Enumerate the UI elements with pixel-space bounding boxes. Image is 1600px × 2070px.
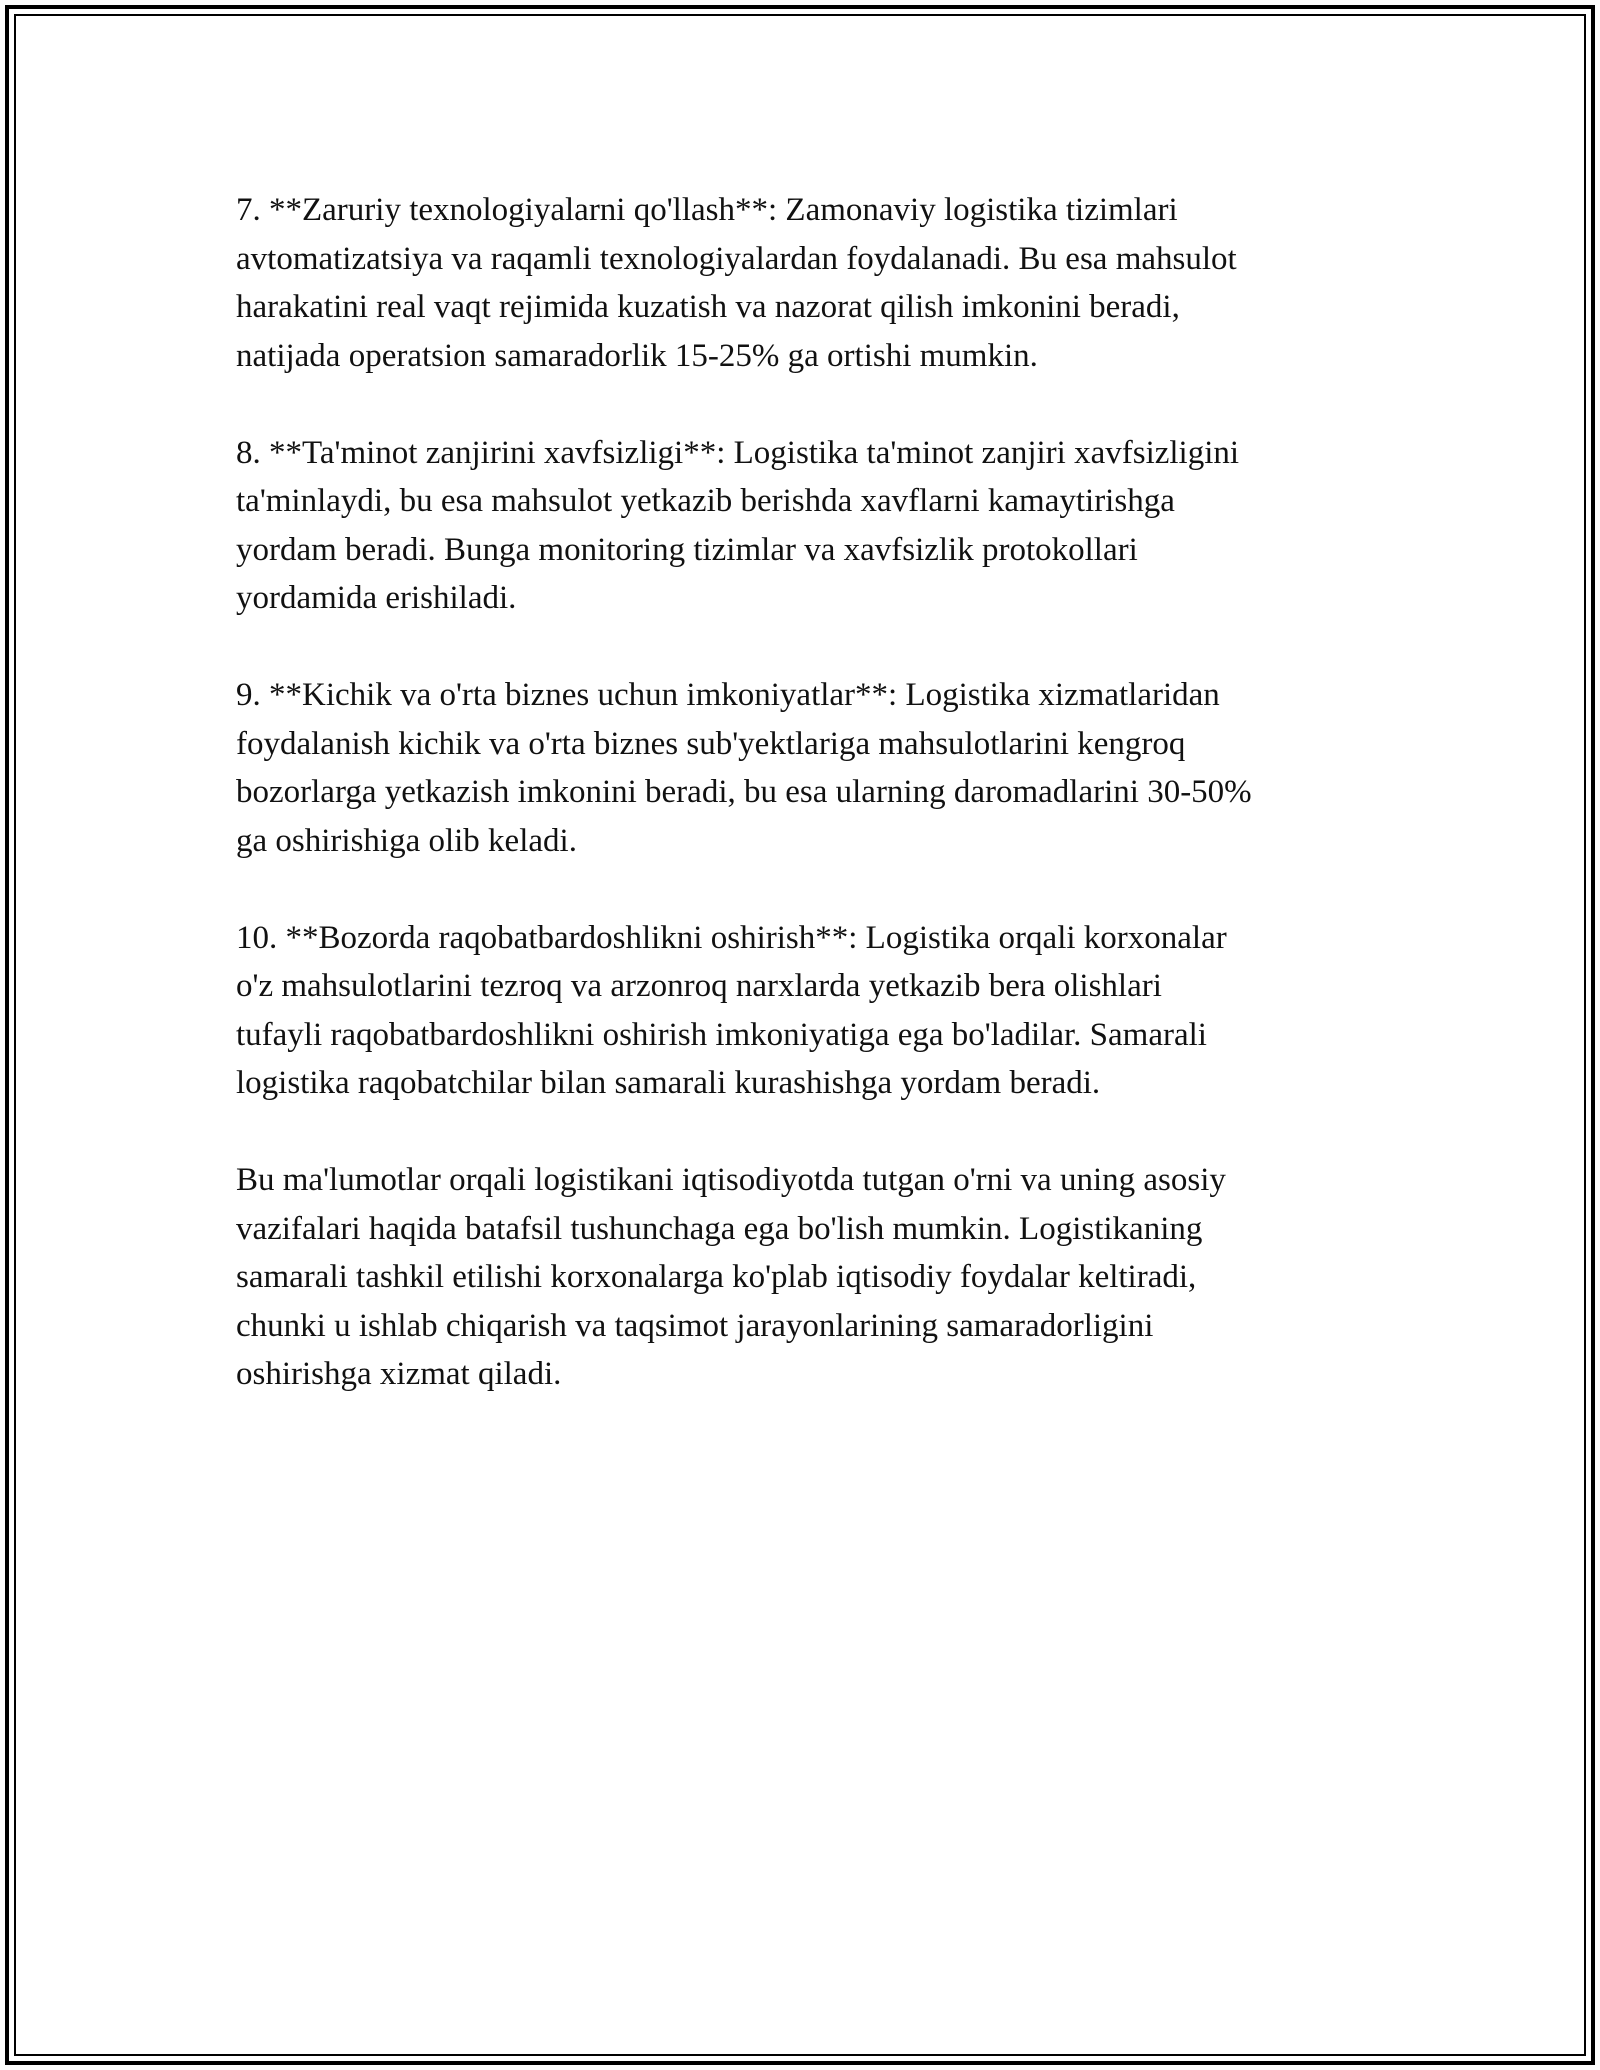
text-line: ga oshirishiga olib keladi. <box>236 822 577 859</box>
paragraph-item-7 <box>236 186 1416 380</box>
text-line: natijada operatsion samaradorlik 15-25% ga ortishi mumkin. <box>236 337 1038 374</box>
text-line: oshirishga xizmat qiladi. <box>236 1356 562 1392</box>
text-line: chunki u ishlab chiqarish va taqsimot jarayonlarining samaradorligini <box>236 1307 1154 1344</box>
text-line: o'z mahsulotlarini tezroq va arzonroq narxlarda yetkazib bera olishlari <box>236 968 1162 1004</box>
text-line: tufayli raqobatbardoshlikni oshirish imkoniyatiga ega bo'ladilar. Samarali <box>236 1016 1207 1053</box>
text-line: 8. **Ta'minot zanjirini xavfsizligi**: Logistika ta'minot zanjiri xavfsizligini <box>236 434 1240 471</box>
document-body <box>236 186 1416 1447</box>
text-line: yordam beradi. Bunga monitoring tizimlar va xavfsizlik protokollari <box>236 531 1138 568</box>
text-line: 7. **Zaruriy texnologiyalarni qo'llash**: Zamonaviy logistika tizimlari <box>236 192 1178 228</box>
text-line: logistika raqobatchilar bilan samarali kurashishga yordam beradi. <box>236 1065 1101 1101</box>
text-line: yordamida erishiladi. <box>236 580 517 616</box>
text-line: foydalanish kichik va o'rta biznes sub'yektlariga mahsulotlarini kengroq <box>236 725 1186 762</box>
text-line: vazifalari haqida batafsil tushunchaga ega bo'lish mumkin. Logistikaning <box>236 1210 1203 1247</box>
text-line: harakatini real vaqt rejimida kuzatish va nazorat qilish imkonini beradi, <box>236 289 1180 325</box>
paragraph-conclusion <box>236 1156 1416 1399</box>
text-line: Bu ma'lumotlar orqali logistikani iqtisodiyotda tutgan o'rni va uning asosiy <box>236 1162 1226 1198</box>
text-line: bozorlarga yetkazish imkonini beradi, bu esa ularning daromadlarini 30-50% <box>236 774 1252 810</box>
paragraph-item-10 <box>236 914 1416 1108</box>
paragraph-item-8 <box>236 429 1416 623</box>
text-line: ta'minlaydi, bu esa mahsulot yetkazib berishda xavflarni kamaytirishga <box>236 483 1175 519</box>
text-line: samarali tashkil etilishi korxonalarga ko'plab iqtisodiy foydalar keltiradi, <box>236 1259 1197 1295</box>
text-line: 10. **Bozorda raqobatbardoshlikni oshirish**: Logistika orqali korxonalar <box>236 919 1227 956</box>
paragraph-item-9 <box>236 671 1416 865</box>
text-line: avtomatizatsiya va raqamli texnologiyalardan foydalanadi. Bu esa mahsulot <box>236 240 1237 277</box>
text-line: 9. **Kichik va o'rta biznes uchun imkoniyatlar**: Logistika xizmatlaridan <box>236 677 1220 713</box>
